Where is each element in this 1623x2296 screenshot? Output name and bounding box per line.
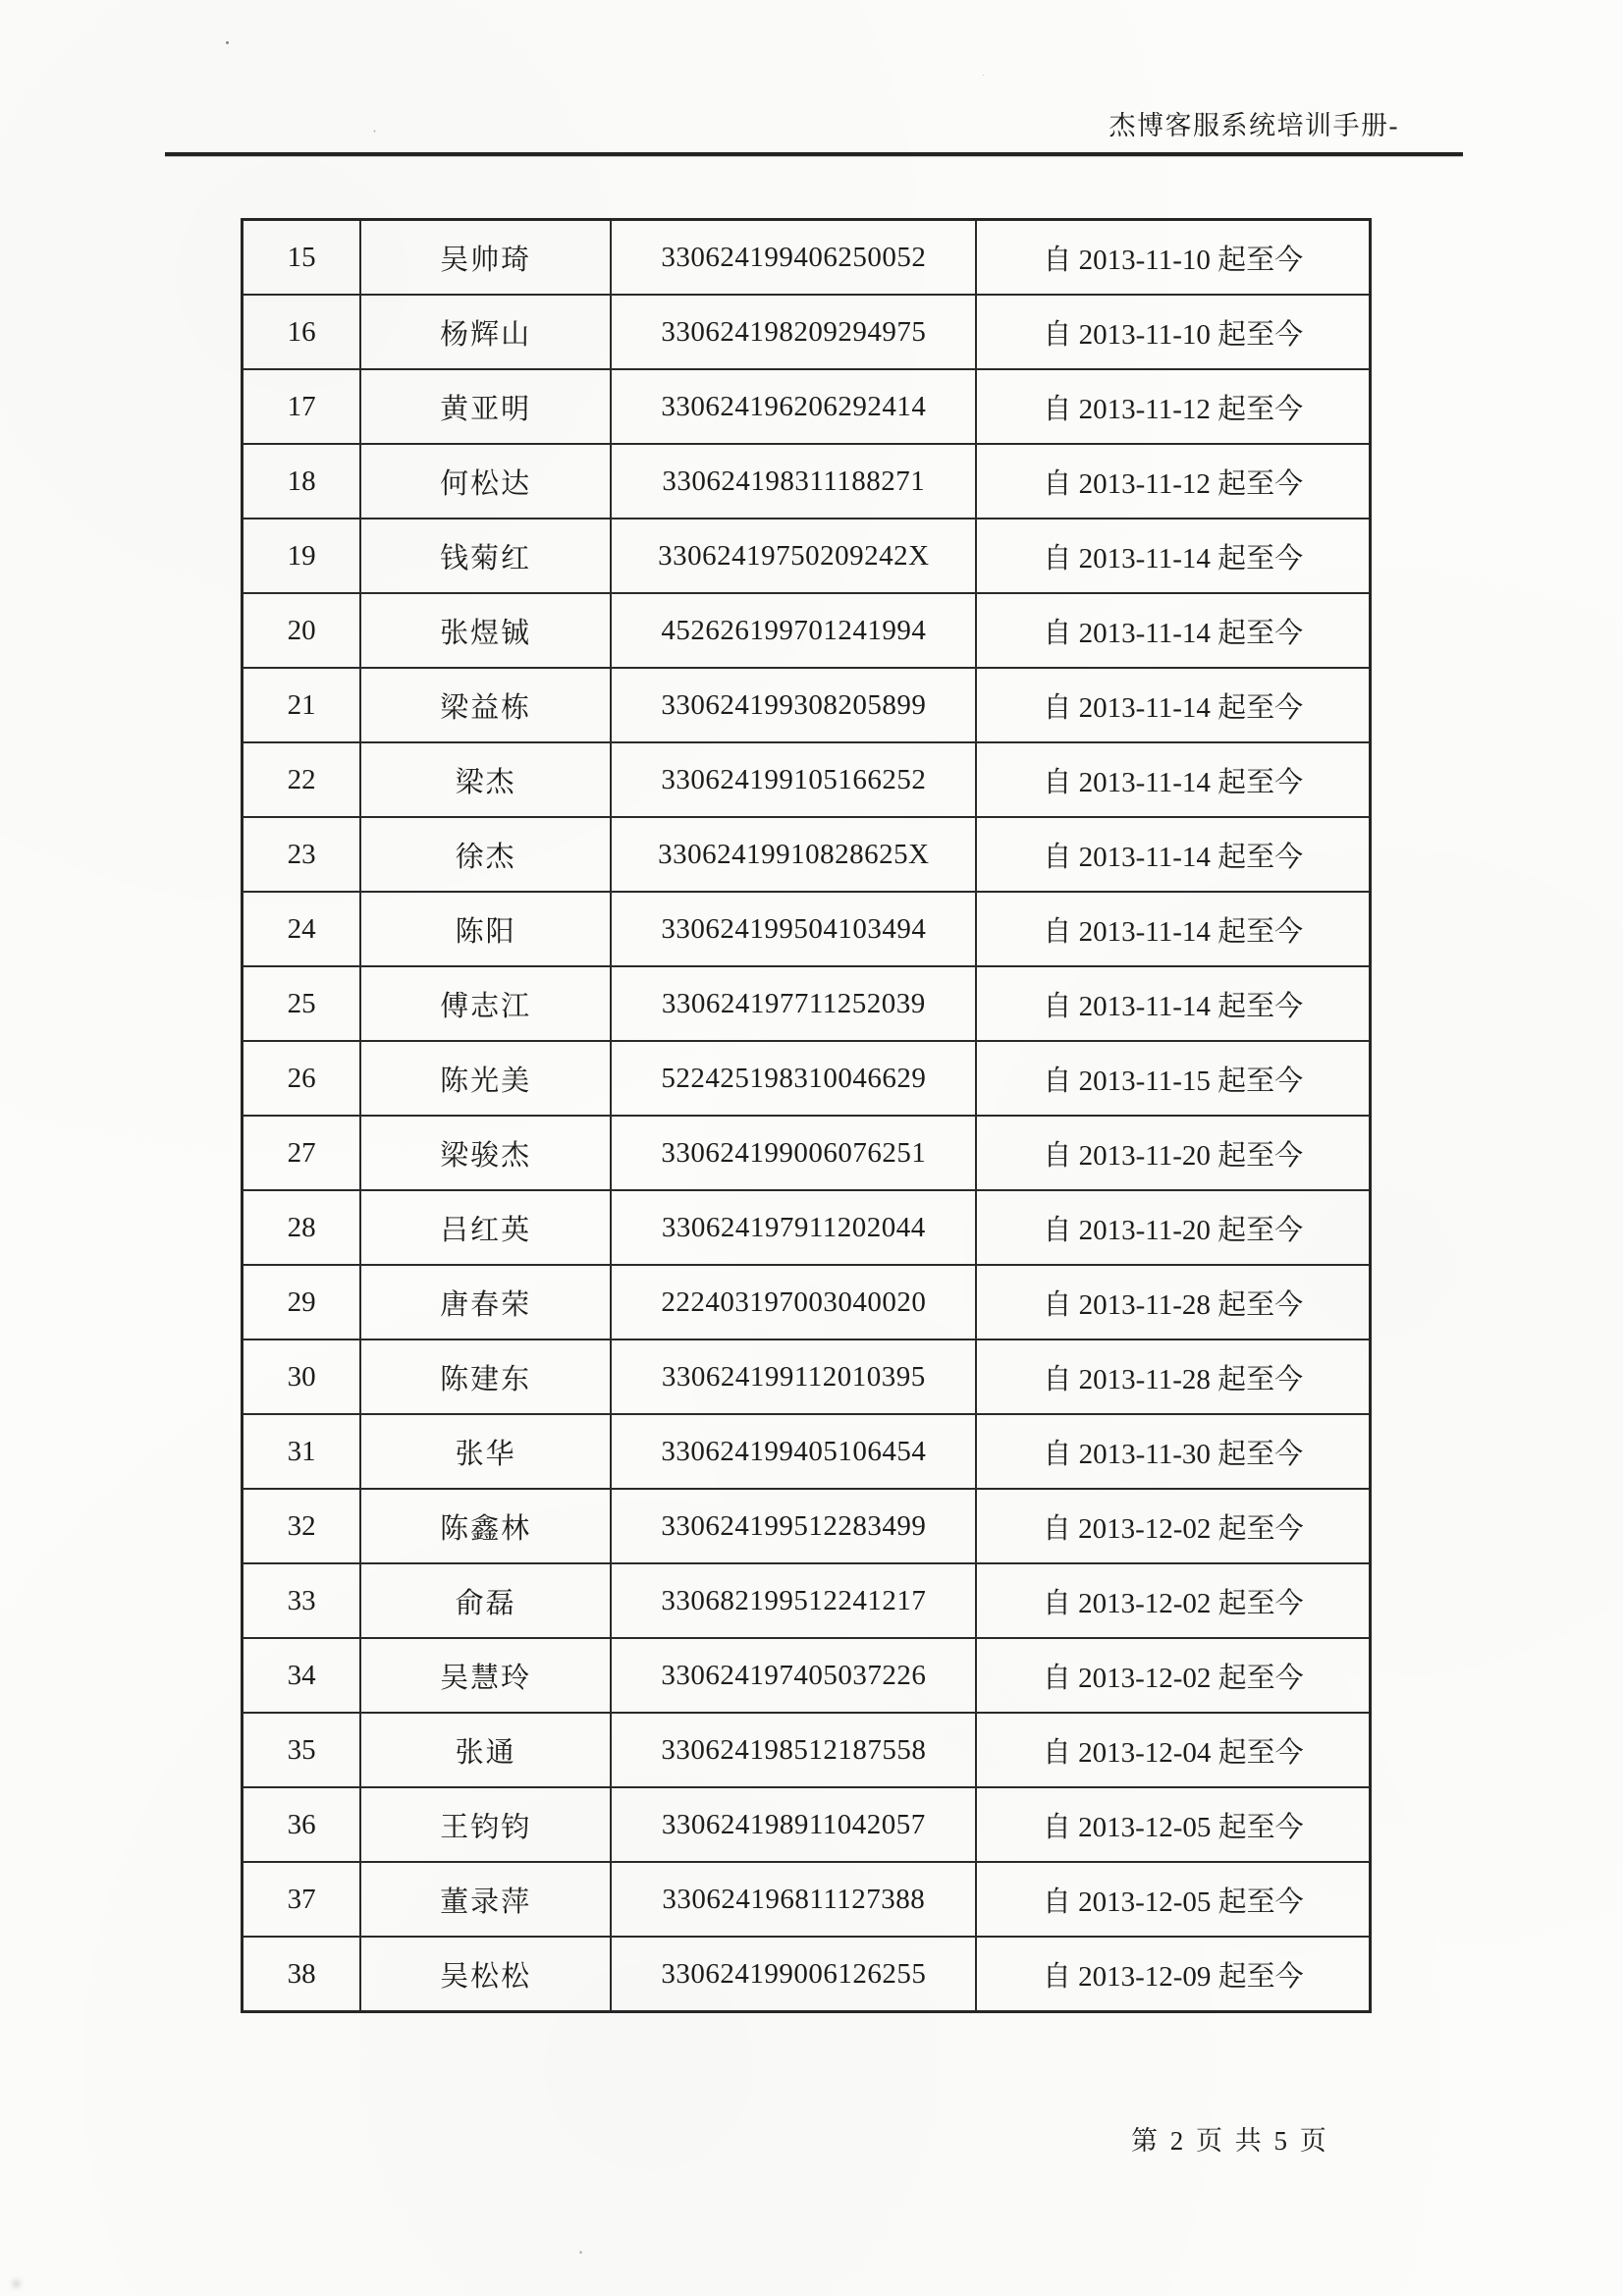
row-number-cell: 28	[243, 1190, 361, 1265]
name-cell: 何松达	[360, 444, 611, 519]
row-number-cell: 34	[243, 1638, 361, 1713]
id-number-cell: 330624198911042057	[611, 1787, 976, 1862]
period-cell: 自 2013-12-02 起至今	[976, 1489, 1370, 1563]
name-cell: 陈阳	[360, 892, 611, 966]
table-row	[243, 1787, 1371, 1862]
row-number-cell: 32	[243, 1489, 361, 1563]
period-cell: 自 2013-12-04 起至今	[976, 1713, 1370, 1787]
table-row	[243, 817, 1371, 892]
name-cell: 梁骏杰	[360, 1116, 611, 1190]
id-number-cell: 330624199308205899	[611, 668, 976, 742]
name-cell: 俞磊	[360, 1563, 611, 1638]
table-row	[243, 742, 1371, 817]
row-number-cell: 16	[243, 295, 361, 369]
period-cell: 自 2013-11-30 起至今	[976, 1414, 1370, 1489]
name-cell: 杨辉山	[360, 295, 611, 369]
period-cell: 自 2013-11-10 起至今	[976, 220, 1370, 296]
name-cell: 唐春荣	[360, 1265, 611, 1339]
id-number-cell: 522425198310046629	[611, 1041, 976, 1116]
period-cell: 自 2013-11-28 起至今	[976, 1265, 1370, 1339]
period-cell: 自 2013-11-14 起至今	[976, 742, 1370, 817]
name-cell: 吕红英	[360, 1190, 611, 1265]
table-row	[243, 295, 1371, 369]
id-number-cell: 330624198209294975	[611, 295, 976, 369]
name-cell: 陈建东	[360, 1339, 611, 1414]
table-row	[243, 1489, 1371, 1563]
table-row	[243, 369, 1371, 444]
period-cell: 自 2013-11-14 起至今	[976, 593, 1370, 668]
row-number-cell: 29	[243, 1265, 361, 1339]
period-cell: 自 2013-11-28 起至今	[976, 1339, 1370, 1414]
row-number-cell: 24	[243, 892, 361, 966]
period-cell: 自 2013-12-05 起至今	[976, 1787, 1370, 1862]
name-cell: 钱菊红	[360, 519, 611, 593]
table-row	[243, 1041, 1371, 1116]
table-row	[243, 1563, 1371, 1638]
table-row	[243, 1937, 1371, 2012]
row-number-cell: 23	[243, 817, 361, 892]
id-number-cell: 330624199512283499	[611, 1489, 976, 1563]
table-row	[243, 1414, 1371, 1489]
period-cell: 自 2013-11-14 起至今	[976, 892, 1370, 966]
name-cell: 王钧钧	[360, 1787, 611, 1862]
period-cell: 自 2013-11-14 起至今	[976, 966, 1370, 1041]
table-row	[243, 1116, 1371, 1190]
row-number-cell: 20	[243, 593, 361, 668]
row-number-cell: 26	[243, 1041, 361, 1116]
row-number-cell: 25	[243, 966, 361, 1041]
id-number-cell: 330624196811127388	[611, 1862, 976, 1937]
roster-table	[241, 218, 1372, 2013]
table-row	[243, 668, 1371, 742]
row-number-cell: 17	[243, 369, 361, 444]
id-number-cell: 330624198311188271	[611, 444, 976, 519]
period-cell: 自 2013-11-15 起至今	[976, 1041, 1370, 1116]
name-cell: 张通	[360, 1713, 611, 1787]
id-number-cell: 222403197003040020	[611, 1265, 976, 1339]
id-number-cell: 33062419910828625X	[611, 817, 976, 892]
name-cell: 董录萍	[360, 1862, 611, 1937]
period-cell: 自 2013-11-20 起至今	[976, 1116, 1370, 1190]
id-number-cell: 330624199105166252	[611, 742, 976, 817]
table-row	[243, 1339, 1371, 1414]
period-cell: 自 2013-11-20 起至今	[976, 1190, 1370, 1265]
id-number-cell: 330624197911202044	[611, 1190, 976, 1265]
id-number-cell: 330624196206292414	[611, 369, 976, 444]
scan-speck	[226, 41, 229, 44]
table-row	[243, 1713, 1371, 1787]
name-cell: 梁益栋	[360, 668, 611, 742]
period-cell: 自 2013-11-12 起至今	[976, 369, 1370, 444]
id-number-cell: 33062419750209242X	[611, 519, 976, 593]
table-row	[243, 966, 1371, 1041]
row-number-cell: 15	[243, 220, 361, 296]
period-cell: 自 2013-12-05 起至今	[976, 1862, 1370, 1937]
row-number-cell: 21	[243, 668, 361, 742]
name-cell: 吴松松	[360, 1937, 611, 2012]
row-number-cell: 38	[243, 1937, 361, 2012]
id-number-cell: 330624199006076251	[611, 1116, 976, 1190]
table-row	[243, 1862, 1371, 1937]
row-number-cell: 33	[243, 1563, 361, 1638]
header-rule	[165, 152, 1463, 156]
name-cell: 吴帅琦	[360, 220, 611, 296]
name-cell: 黄亚明	[360, 369, 611, 444]
id-number-cell: 330624197405037226	[611, 1638, 976, 1713]
row-number-cell: 22	[243, 742, 361, 817]
id-number-cell: 330624197711252039	[611, 966, 976, 1041]
table-row	[243, 1638, 1371, 1713]
name-cell: 梁杰	[360, 742, 611, 817]
row-number-cell: 35	[243, 1713, 361, 1787]
period-cell: 自 2013-11-14 起至今	[976, 519, 1370, 593]
id-number-cell: 330682199512241217	[611, 1563, 976, 1638]
row-number-cell: 27	[243, 1116, 361, 1190]
table-row	[243, 1190, 1371, 1265]
roster-table-body	[243, 220, 1371, 2012]
period-cell: 自 2013-11-10 起至今	[976, 295, 1370, 369]
period-cell: 自 2013-11-14 起至今	[976, 668, 1370, 742]
period-cell: 自 2013-12-02 起至今	[976, 1638, 1370, 1713]
row-number-cell: 18	[243, 444, 361, 519]
id-number-cell: 330624199006126255	[611, 1937, 976, 2012]
period-cell: 自 2013-11-14 起至今	[976, 817, 1370, 892]
table-row	[243, 444, 1371, 519]
name-cell: 徐杰	[360, 817, 611, 892]
row-number-cell: 37	[243, 1862, 361, 1937]
name-cell: 吴慧玲	[360, 1638, 611, 1713]
name-cell: 陈鑫林	[360, 1489, 611, 1563]
row-number-cell: 30	[243, 1339, 361, 1414]
row-number-cell: 19	[243, 519, 361, 593]
row-number-cell: 31	[243, 1414, 361, 1489]
table-row	[243, 593, 1371, 668]
table-row	[243, 1265, 1371, 1339]
period-cell: 自 2013-12-09 起至今	[976, 1937, 1370, 2012]
id-number-cell: 330624199112010395	[611, 1339, 976, 1414]
id-number-cell: 330624199406250052	[611, 220, 976, 296]
table-row	[243, 892, 1371, 966]
id-number-cell: 330624199405106454	[611, 1414, 976, 1489]
id-number-cell: 330624199504103494	[611, 892, 976, 966]
id-number-cell: 452626199701241994	[611, 593, 976, 668]
id-number-cell: 330624198512187558	[611, 1713, 976, 1787]
name-cell: 张华	[360, 1414, 611, 1489]
page-header-title: 杰博客服系统培训手册-	[1109, 111, 1399, 140]
period-cell: 自 2013-12-02 起至今	[976, 1563, 1370, 1638]
name-cell: 陈光美	[360, 1041, 611, 1116]
name-cell: 傅志江	[360, 966, 611, 1041]
page-number: 第 2 页 共 5 页	[1131, 2126, 1329, 2156]
table-row	[243, 519, 1371, 593]
name-cell: 张煜铖	[360, 593, 611, 668]
period-cell: 自 2013-11-12 起至今	[976, 444, 1370, 519]
table-row	[243, 220, 1371, 296]
row-number-cell: 36	[243, 1787, 361, 1862]
